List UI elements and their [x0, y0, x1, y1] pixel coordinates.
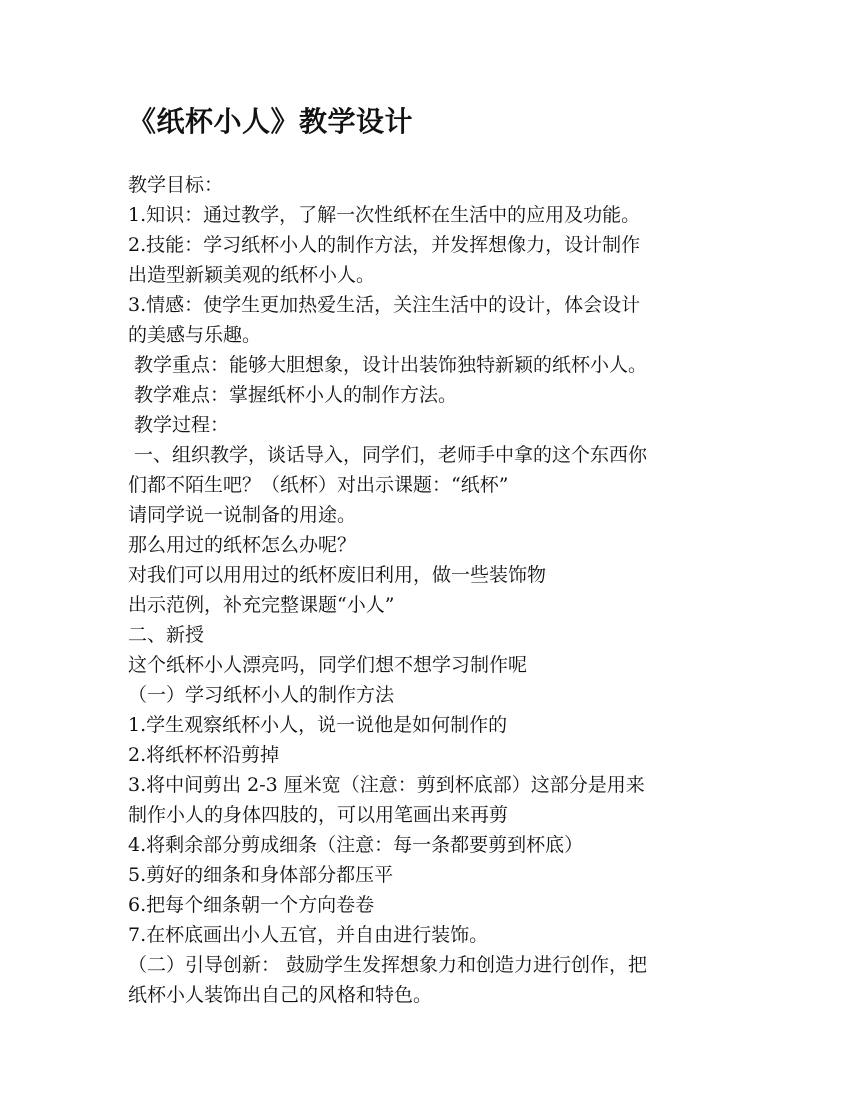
step-one-line-1: 一、组织教学，谈话导入，同学们，老师手中拿的这个东西你 — [134, 444, 648, 466]
objective-emotion-line-2: 的美感与乐趣。 — [128, 324, 262, 346]
objective-emotion-line-1: 3.情感：使学生更加热爱生活，关注生活中的设计，体会设计 — [128, 294, 641, 316]
method-step-7: 7.在杯底画出小人五官，并自由进行装饰。 — [128, 924, 489, 946]
teaching-difficulty: 教学难点：掌握纸杯小人的制作方法。 — [134, 384, 458, 406]
objective-skill-line-1: 2.技能：学习纸杯小人的制作方法，并发挥想像力，设计制作 — [128, 234, 641, 256]
document-body — [128, 170, 740, 1010]
step-two-intro: 这个纸杯小人漂亮吗，同学们想不想学习制作呢 — [128, 654, 528, 676]
objectives-heading: 教学目标： — [128, 174, 224, 196]
innovation-line-1: （二）引导创新： 鼓励学生发挥想象力和创造力进行创作，把 — [128, 954, 648, 976]
step-one-line-3: 请同学说一说制备的用途。 — [128, 504, 357, 526]
step-one-line-2: 们都不陌生吧？（纸杯）对出示课题：“纸杯” — [128, 474, 509, 496]
method-step-4: 4.将剩余部分剪成细条（注意：每一条都要剪到杯底） — [128, 834, 584, 856]
teaching-key-point: 教学重点：能够大胆想象，设计出装饰独特新颖的纸杯小人。 — [134, 354, 648, 376]
method-step-6: 6.把每个细条朝一个方向卷卷 — [128, 894, 375, 916]
step-one-line-6: 出示范例，补充完整课题“小人” — [128, 594, 395, 616]
method-step-2: 2.将纸杯杯沿剪掉 — [128, 744, 280, 766]
method-step-3-line-1: 3.将中间剪出 2-3 厘米宽（注意：剪到杯底部）这部分是用来 — [128, 774, 645, 796]
method-step-1: 1.学生观察纸杯小人，说一说他是如何制作的 — [128, 714, 508, 736]
innovation-line-2: 纸杯小人装饰出自己的风格和特色。 — [128, 984, 433, 1006]
objective-skill-line-2: 出造型新颖美观的纸杯小人。 — [128, 264, 376, 286]
step-one-line-5: 对我们可以用用过的纸杯废旧利用，做一些装饰物 — [128, 564, 547, 586]
objective-knowledge: 1.知识：通过教学，了解一次性纸杯在生活中的应用及功能。 — [128, 204, 641, 226]
method-step-3-line-2: 制作小人的身体四肢的，可以用笔画出来再剪 — [128, 804, 509, 826]
process-heading: 教学过程： — [134, 414, 230, 436]
step-one-line-4: 那么用过的纸杯怎么办呢？ — [128, 534, 357, 556]
step-two-heading: 二、新授 — [128, 624, 205, 646]
method-step-5: 5.剪好的细条和身体部分都压平 — [128, 864, 394, 886]
document-title: 《纸杯小人》教学设计 — [128, 105, 414, 138]
method-heading: （一）学习纸杯小人的制作方法 — [128, 684, 395, 706]
